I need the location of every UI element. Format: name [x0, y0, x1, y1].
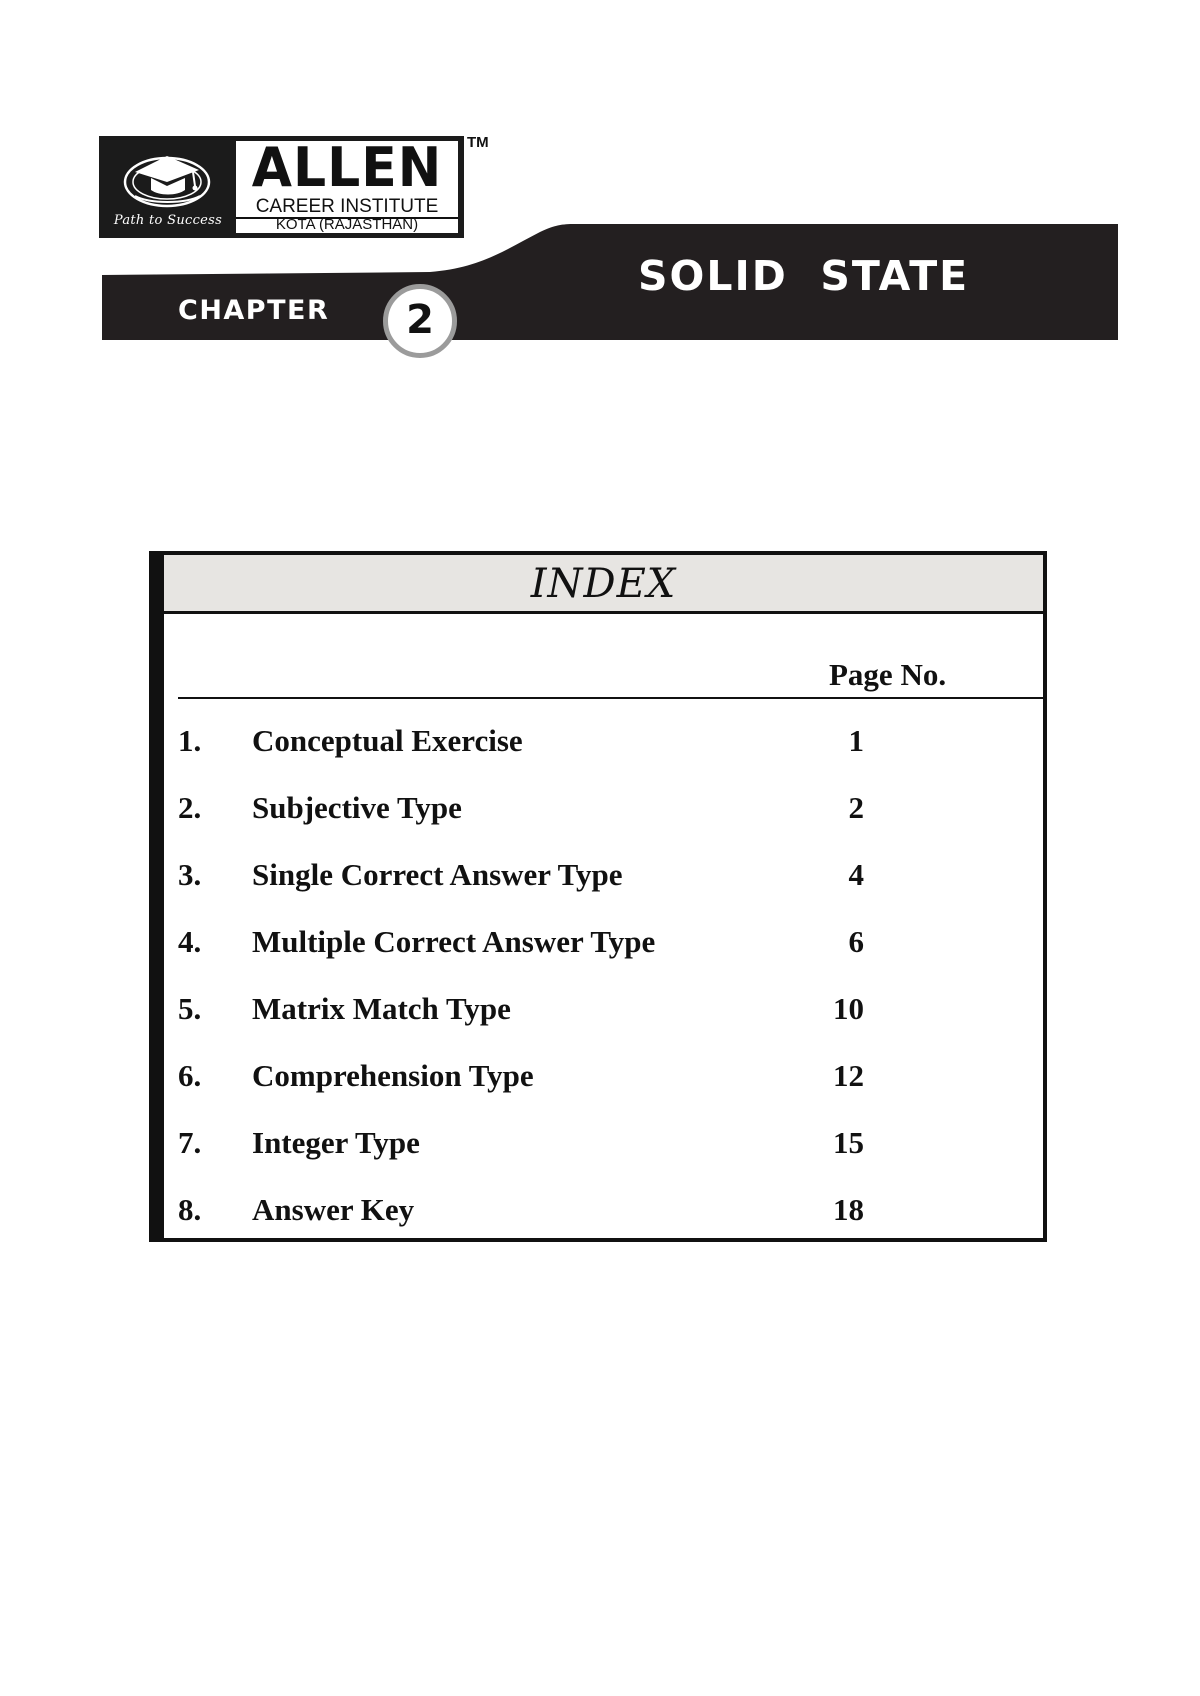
index-row-title: Matrix Match Type: [252, 991, 511, 1026]
index-row-title: Subjective Type: [252, 790, 462, 825]
index-row-number: 6.: [178, 1058, 202, 1093]
index-row-page: 12: [833, 1058, 864, 1093]
index-heading: INDEX: [164, 555, 1043, 614]
index-row-title: Multiple Correct Answer Type: [252, 924, 656, 959]
chapter-number-badge: 2: [383, 284, 457, 358]
index-row-page: 10: [833, 991, 864, 1026]
index-row-page: 4: [848, 857, 864, 892]
allen-logo: [99, 136, 464, 238]
chapter-label: CHAPTER: [178, 295, 330, 326]
index-row-title: Answer Key: [252, 1192, 415, 1227]
index-table: [149, 551, 1047, 1242]
index-row: [164, 916, 1043, 976]
header-divider: [178, 697, 1043, 699]
logo-name: ALLEN: [251, 136, 443, 200]
logo-subtitle: CAREER INSTITUTE: [236, 197, 458, 219]
index-row-number: 2.: [178, 790, 202, 825]
index-row: [164, 849, 1043, 909]
logo-location: KOTA (RAJASTHAN): [275, 216, 419, 233]
index-row: [164, 1050, 1043, 1110]
index-row-title: Comprehension Type: [252, 1058, 534, 1093]
index-row: [164, 1184, 1043, 1244]
index-row-number: 8.: [178, 1192, 202, 1227]
index-row-number: 4.: [178, 924, 202, 959]
index-row-number: 5.: [178, 991, 202, 1026]
page-number-column-header: Page No.: [829, 657, 947, 692]
index-row-page: 6: [848, 924, 864, 959]
index-row-page: 18: [833, 1192, 864, 1227]
index-row-title: Conceptual Exercise: [252, 723, 523, 758]
logo-tagline: Path to Success: [113, 213, 223, 228]
index-row-title: Single Correct Answer Type: [252, 857, 623, 892]
index-row-page: 2: [848, 790, 864, 825]
index-row: [164, 1117, 1043, 1177]
trademark-mark: TM: [467, 134, 489, 151]
index-row: [164, 715, 1043, 775]
index-row: [164, 983, 1043, 1043]
index-row-page: 15: [833, 1125, 864, 1160]
index-row-title: Integer Type: [252, 1125, 420, 1160]
index-row-number: 7.: [178, 1125, 202, 1160]
index-row-number: 3.: [178, 857, 202, 892]
logo-wordmark-box: [234, 136, 460, 235]
index-row-page: 1: [848, 723, 864, 758]
index-row: [164, 782, 1043, 842]
index-row-number: 1.: [178, 723, 202, 758]
chapter-title: SOLID STATE: [638, 252, 970, 300]
